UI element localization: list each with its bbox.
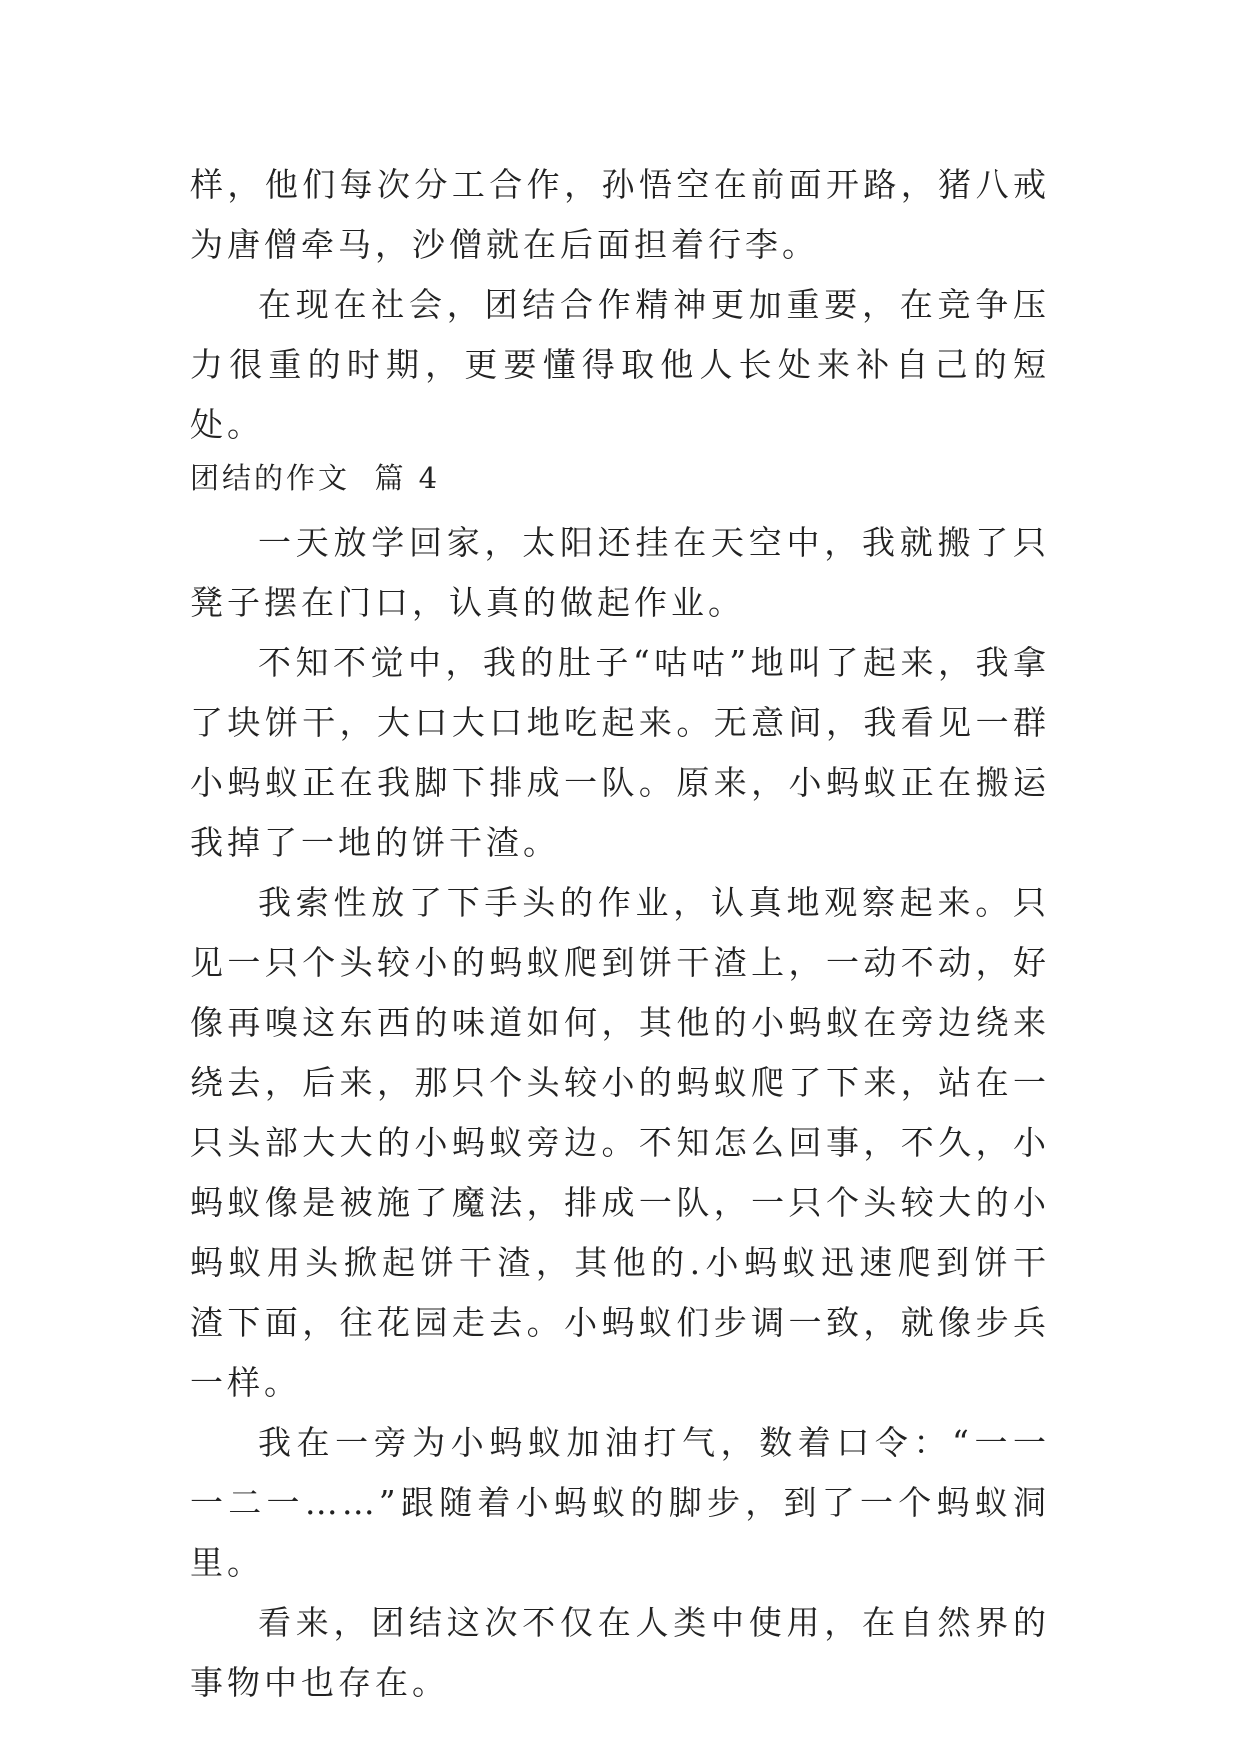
paragraph: 看来，团结这次不仅在人类中使用，在自然界的事物中也存在。 <box>190 1603 1050 1702</box>
paragraph: 一天放学回家，太阳还挂在天空中，我就搬了只凳子摆在门口，认真的做起作业。 <box>190 523 1050 622</box>
paragraph: 样，他们每次分工合作，孙悟空在前面开路，猪八戒为唐僧牵马，沙僧就在后面担着行李。 <box>190 165 1050 264</box>
section-title: 团结的作文 <box>190 461 351 495</box>
section-number: 篇 4 <box>374 461 441 495</box>
paragraph: 我索性放了下手头的作业，认真地观察起来。只见一只个头较小的蚂蚁爬到饼干渣上，一动不动，好像再嗅这东西的味道如何，其他的小蚂蚁在旁边绕来绕去，后来，那只个头较小的蚂蚁爬了下来，站在一只头部大大的小蚂蚁旁边。不知怎么回事，不久，小蚂蚁像是被施了魔法，排成一队，一只个头较大的小蚂蚁用头掀起饼干渣，其他的.小蚂蚁迅速爬到饼干渣下面，往花园走去。小蚂蚁们步调一致，就像步兵一样。 <box>190 883 1050 1402</box>
paragraph: 我在一旁为小蚂蚁加油打气，数着口令：“一一一二一……”跟随着小蚂蚁的脚步，到了一个蚂蚁洞里。 <box>190 1423 1050 1582</box>
essay-4-text <box>190 513 1050 1713</box>
paragraph: 不知不觉中，我的肚子“咕咕”地叫了起来，我拿了块饼干，大口大口地吃起来。无意间，我看见一群小蚂蚁正在我脚下排成一队。原来，小蚂蚁正在搬运我掉了一地的饼干渣。 <box>190 643 1050 862</box>
section-heading <box>190 448 440 508</box>
continued-essay-text <box>190 155 1050 455</box>
paragraph: 在现在社会，团结合作精神更加重要，在竞争压力很重的时期，更要懂得取他人长处来补自己的短处。 <box>190 285 1050 444</box>
